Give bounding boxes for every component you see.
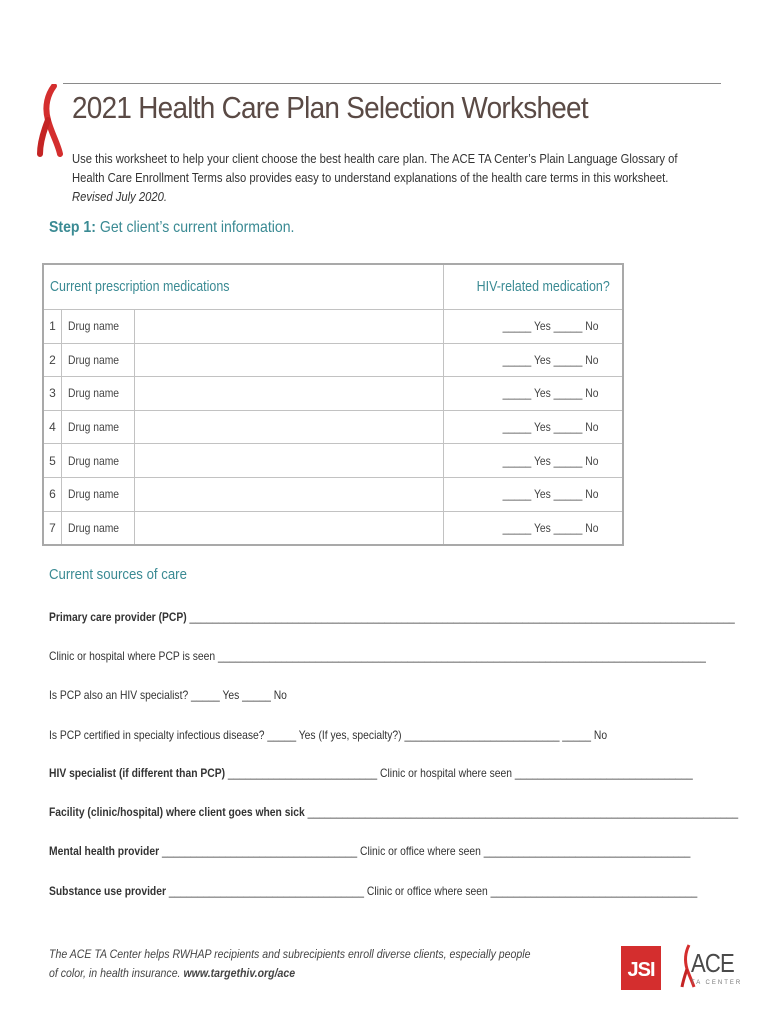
footer-link[interactable]: www.targethiv.org/ace — [183, 966, 296, 980]
substance-office-blank[interactable]: ____________________________________ — [490, 884, 698, 898]
mental-health-label: Mental health provider — [49, 844, 160, 858]
substance-office-label: Clinic or office where seen — [366, 884, 488, 898]
hiv-clinic-blank[interactable]: _______________________________ — [514, 766, 693, 780]
hiv-column-header: HIV-related medication? — [444, 264, 624, 310]
drug-name-input[interactable] — [135, 444, 444, 478]
footer-note — [49, 945, 530, 983]
table-row — [43, 444, 623, 478]
hiv-yes-no[interactable]: _____ Yes _____ No — [444, 444, 624, 478]
footer-text-2: of color, in health insurance. — [49, 966, 181, 980]
hiv-yes-no[interactable]: _____ Yes _____ No — [444, 511, 624, 545]
mental-health-blank[interactable]: __________________________________ — [161, 844, 358, 858]
row-number: 3 — [43, 377, 62, 411]
facility-blank[interactable]: ___________________________________________________________________________ — [307, 805, 739, 819]
drug-name-label: Drug name — [62, 343, 135, 377]
drug-name-label: Drug name — [62, 310, 135, 344]
substance-use-label: Substance use provider — [49, 884, 167, 898]
drug-name-input[interactable] — [135, 310, 444, 344]
pcp-label: Primary care provider (PCP) — [49, 610, 187, 624]
pcp-infectious-disease-question[interactable]: Is PCP certified in specialty infectious disease? _____ Yes (If yes, specialty?) ___________________________ _____ No — [49, 728, 608, 742]
hiv-specialist-blank[interactable]: __________________________ — [227, 766, 378, 780]
hiv-yes-no[interactable]: _____ Yes _____ No — [444, 310, 624, 344]
care-sources-heading: Current sources of care — [49, 566, 187, 583]
table-row — [43, 377, 623, 411]
table-row — [43, 511, 623, 545]
drug-name-label: Drug name — [62, 444, 135, 478]
hiv-yes-no[interactable]: _____ Yes _____ No — [444, 377, 624, 411]
step-1-label: Step 1: — [49, 219, 96, 236]
intro-paragraph — [72, 150, 702, 207]
hiv-yes-no[interactable]: _____ Yes _____ No — [444, 477, 624, 511]
drug-name-input[interactable] — [135, 477, 444, 511]
pcp-field[interactable] — [49, 610, 735, 624]
hiv-specialist-field[interactable] — [49, 766, 693, 780]
mental-office-blank[interactable]: ____________________________________ — [483, 844, 691, 858]
row-number: 5 — [43, 444, 62, 478]
row-number: 2 — [43, 343, 62, 377]
medications-table — [42, 263, 624, 546]
drug-name-input[interactable] — [135, 377, 444, 411]
drug-name-input[interactable] — [135, 511, 444, 545]
table-row — [43, 477, 623, 511]
red-ribbon-icon — [34, 84, 64, 184]
drug-name-input[interactable] — [135, 410, 444, 444]
pcp-hiv-specialist-question[interactable]: Is PCP also an HIV specialist? _____ Yes _____ No — [49, 688, 287, 702]
ace-logo-subtext: TA CENTER — [691, 980, 743, 986]
table-row — [43, 410, 623, 444]
top-rule — [63, 83, 721, 84]
jsi-logo: JSI — [621, 946, 661, 990]
row-number: 6 — [43, 477, 62, 511]
drug-name-input[interactable] — [135, 343, 444, 377]
table-row — [43, 343, 623, 377]
hiv-yes-no[interactable]: _____ Yes _____ No — [444, 343, 624, 377]
facility-field[interactable] — [49, 805, 738, 819]
drug-name-label: Drug name — [62, 511, 135, 545]
pcp-clinic-label: Clinic or hospital where PCP is seen — [49, 649, 216, 663]
drug-name-label: Drug name — [62, 410, 135, 444]
table-row — [43, 310, 623, 344]
substance-use-field[interactable] — [49, 884, 697, 898]
page-title: 2021 Health Care Plan Selection Worksheet — [72, 90, 588, 125]
meds-column-header: Current prescription medications — [43, 264, 444, 310]
row-number: 7 — [43, 511, 62, 545]
mental-health-field[interactable] — [49, 844, 690, 858]
hiv-yes-no[interactable]: _____ Yes _____ No — [444, 410, 624, 444]
ace-logo-text: ACE — [691, 948, 734, 978]
drug-name-label: Drug name — [62, 377, 135, 411]
hiv-specialist-label: HIV specialist (if different than PCP) — [49, 766, 226, 780]
mental-office-label: Clinic or office where seen — [360, 844, 481, 858]
hiv-clinic-label: Clinic or hospital where seen — [380, 766, 512, 780]
pcp-clinic-blank[interactable]: _____________________________________________________________________________________ — [218, 649, 706, 663]
revised-date: Revised July 2020. — [72, 190, 168, 204]
intro-text: Use this worksheet to help your client choose the best health care plan. The ACE TA Center’s Plain Language Glossary of Health Care Enrollment Terms also provides easy to understand explanations of the health care terms in this worksheet. — [72, 152, 678, 185]
substance-use-blank[interactable]: __________________________________ — [168, 884, 365, 898]
step-1-heading — [49, 219, 294, 237]
footer-text: The ACE TA Center helps RWHAP recipients and subrecipients enroll diverse clients, especially people — [49, 947, 531, 961]
row-number: 1 — [43, 310, 62, 344]
facility-label: Facility (clinic/hospital) where client goes when sick — [49, 805, 305, 819]
step-1-text: Get client’s current information. — [99, 219, 295, 236]
row-number: 4 — [43, 410, 62, 444]
pcp-clinic-field[interactable] — [49, 649, 706, 663]
pcp-blank[interactable]: _______________________________________________________________________________________________ — [189, 610, 735, 624]
drug-name-label: Drug name — [62, 477, 135, 511]
